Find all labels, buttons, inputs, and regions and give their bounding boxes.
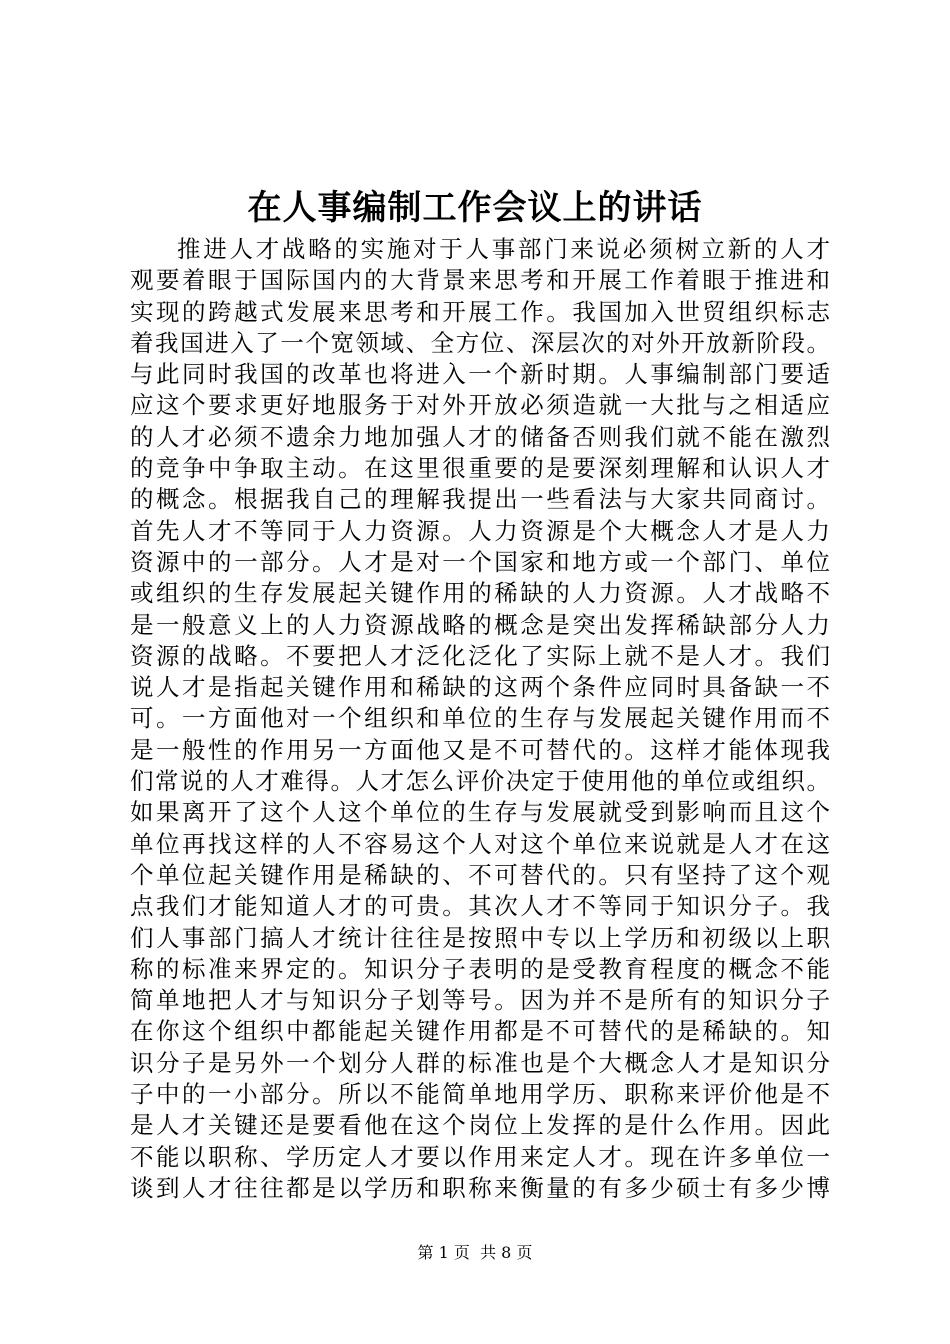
paragraph-line: 或组织的生存发展起关键作用的稀缺的人力资源。人才战略不	[130, 579, 830, 608]
document-title: 在人事编制工作会议上的讲话	[247, 188, 703, 228]
page-number: 第 1 页	[417, 1243, 470, 1262]
paragraph-line: 说人才是指起关键作用和稀缺的这两个条件应同时具备缺一不	[130, 673, 830, 702]
paragraph-line: 识分子是另外一个划分人群的标准也是个大概念人才是知识分	[130, 1048, 830, 1077]
paragraph-line: 着我国进入了一个宽领域、全方位、深层次的对外开放新阶段。	[130, 328, 830, 357]
paragraph-line: 称的标准来界定的。知识分子表明的是受教育程度的概念不能	[130, 954, 830, 983]
page-footer	[0, 1243, 950, 1263]
paragraph-line: 首先人才不等同于人力资源。人力资源是个大概念人才是人力	[130, 516, 830, 545]
paragraph-line: 在你这个组织中都能起关键作用都是不可替代的是稀缺的。知	[130, 1017, 830, 1046]
paragraph-line: 应这个要求更好地服务于对外开放必须造就一大批与之相适应	[130, 391, 830, 420]
paragraph-line: 资源中的一部分。人才是对一个国家和地方或一个部门、单位	[130, 547, 830, 576]
paragraph-line: 谈到人才往往都是以学历和职称来衡量的有多少硕士有多少博	[130, 1173, 830, 1202]
paragraph-line: 是一般性的作用另一方面他又是不可替代的。这样才能体现我	[130, 735, 830, 764]
paragraph-line: 们常说的人才难得。人才怎么评价决定于使用他的单位或组织。	[130, 767, 830, 796]
paragraph-line: 个单位起关键作用是稀缺的、不可替代的。只有坚持了这个观	[130, 860, 830, 889]
paragraph-line: 子中的一小部分。所以不能简单地用学历、职称来评价他是不	[130, 1080, 830, 1109]
paragraph-line: 单位再找这样的人不容易这个人对这个单位来说就是人才在这	[130, 829, 830, 858]
paragraph-line: 的人才必须不遗余力地加强人才的储备否则我们就不能在激烈	[130, 422, 830, 451]
document-body	[130, 234, 830, 1204]
paragraph-line: 不能以职称、学历定人才要以作用来定人才。现在许多单位一	[130, 1142, 830, 1171]
paragraph-line: 简单地把人才与知识分子划等号。因为并不是所有的知识分子	[130, 986, 830, 1015]
paragraph-line: 的竞争中争取主动。在这里很重要的是要深刻理解和认识人才	[130, 454, 830, 483]
paragraph-line: 与此同时我国的改革也将进入一个新时期。人事编制部门要适	[130, 360, 830, 389]
paragraph-line: 观要着眼于国际国内的大背景来思考和开展工作着眼于推进和	[130, 266, 830, 295]
paragraph-line: 是一般意义上的人力资源战略的概念是突出发挥稀缺部分人力	[130, 610, 830, 639]
page-total: 共 8 页	[480, 1243, 533, 1262]
paragraph-line: 实现的跨越式发展来思考和开展工作。我国加入世贸组织标志	[130, 297, 830, 326]
paragraph-line: 推进人才战略的实施对于人事部门来说必须树立新的人才	[177, 235, 830, 263]
paragraph-line: 是人才关键还是要看他在这个岗位上发挥的是什么作用。因此	[130, 1111, 830, 1140]
paragraph-line: 资源的战略。不要把人才泛化泛化了实际上就不是人才。我们	[130, 641, 830, 670]
paragraph-line: 们人事部门搞人才统计往往是按照中专以上学历和初级以上职	[130, 923, 830, 952]
paragraph-line: 可。一方面他对一个组织和单位的生存与发展起关键作用而不	[130, 704, 830, 733]
paragraph-line: 如果离开了这个人这个单位的生存与发展就受到影响而且这个	[130, 798, 830, 827]
paragraph-line: 的概念。根据我自己的理解我提出一些看法与大家共同商讨。	[130, 485, 830, 514]
paragraph-line: 点我们才能知道人才的可贵。其次人才不等同于知识分子。我	[130, 892, 830, 921]
